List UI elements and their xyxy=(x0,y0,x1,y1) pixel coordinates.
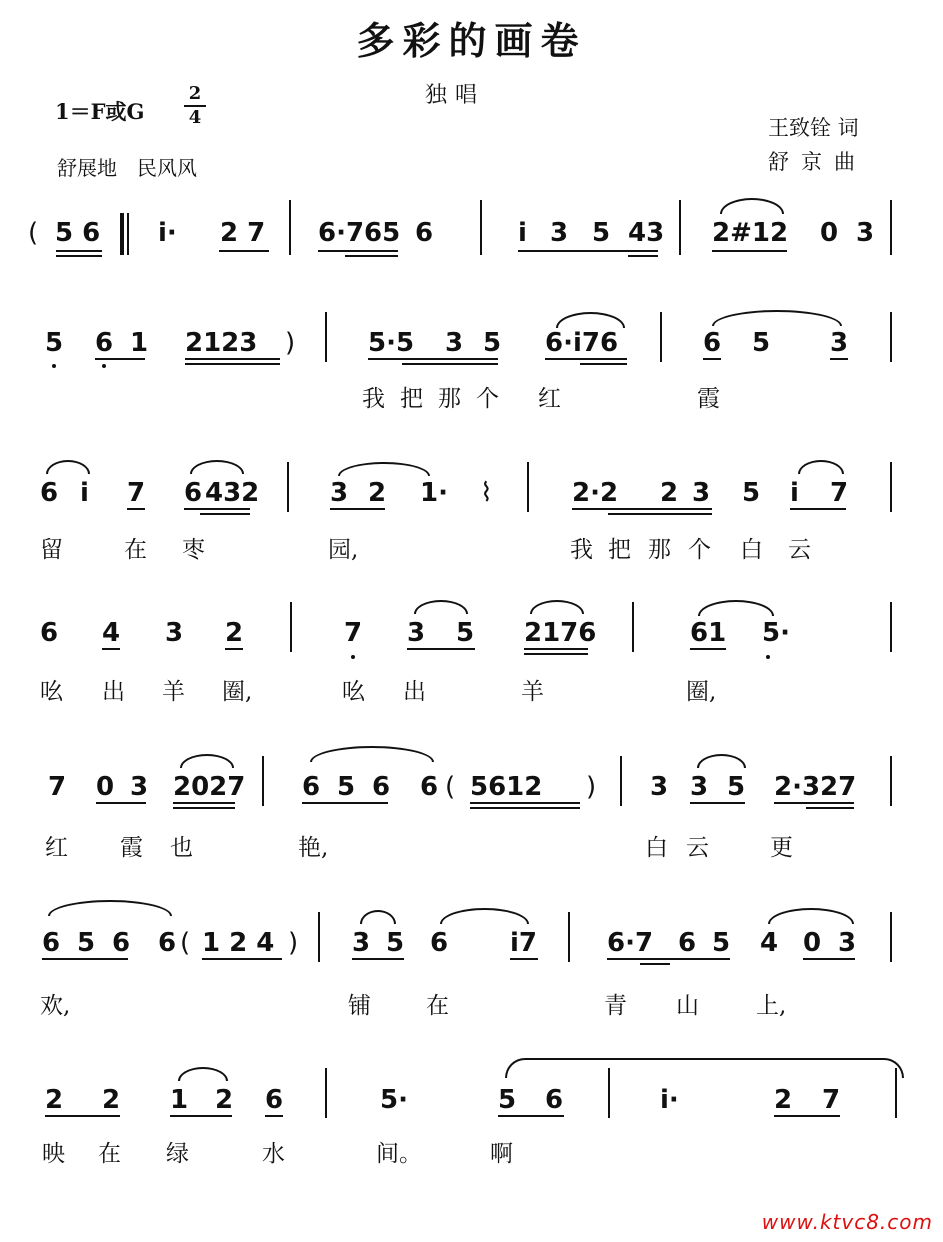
note: 6 xyxy=(703,328,722,358)
note: 3 xyxy=(550,218,569,248)
note: 2 xyxy=(660,478,679,508)
note: 5 xyxy=(337,772,356,802)
note: 1 xyxy=(130,328,149,358)
lyric: 红 xyxy=(538,386,561,412)
note: 5612 xyxy=(470,772,543,802)
lyric: 青 xyxy=(604,993,627,1019)
note: i· xyxy=(660,1085,679,1115)
lyric: 出 xyxy=(403,679,426,705)
note: 7 xyxy=(344,618,363,648)
note: 6 xyxy=(112,928,131,958)
lyric: 绿 xyxy=(166,1141,189,1167)
note: 3 xyxy=(445,328,464,358)
note: 5 xyxy=(498,1085,517,1115)
lyric: 在 xyxy=(124,537,147,563)
composer-credit: 舒京曲 xyxy=(768,150,867,174)
note: 7 xyxy=(48,772,67,802)
note: 6·i76 xyxy=(545,328,619,358)
note: 6 xyxy=(372,772,391,802)
note: 6·765 xyxy=(318,218,401,248)
note: 5 xyxy=(77,928,96,958)
note: 3 xyxy=(692,478,711,508)
note: 61 xyxy=(690,618,727,648)
note: 3 xyxy=(165,618,184,648)
note: 6 xyxy=(184,478,203,508)
note: 6 xyxy=(158,928,177,958)
note: 2·2 xyxy=(572,478,619,508)
lyric: 红 xyxy=(45,835,68,861)
note: 5 xyxy=(483,328,502,358)
note: 6 xyxy=(678,928,697,958)
note: 6 xyxy=(265,1085,284,1115)
note: 2·327 xyxy=(774,772,857,802)
note: 5 xyxy=(712,928,731,958)
note: 6 xyxy=(302,772,321,802)
note: 5 xyxy=(727,772,746,802)
note: 5· xyxy=(762,618,790,648)
lyric: 间。 xyxy=(376,1141,422,1167)
lyric: 霞 xyxy=(120,835,143,861)
note: 432 xyxy=(205,478,260,508)
note: 3 xyxy=(330,478,349,508)
note: 0 xyxy=(803,928,822,958)
lyric: 把 xyxy=(608,537,631,563)
note: 3 xyxy=(690,772,709,802)
lyric: 我 xyxy=(570,537,593,563)
song-title: 多彩的画卷 xyxy=(356,18,587,63)
time-signature-bottom: 4 xyxy=(188,107,202,128)
lyric: 白 xyxy=(740,537,763,563)
lyric: 映 xyxy=(42,1141,65,1167)
lyric: 那 xyxy=(438,386,461,412)
watermark: www.ktvc8.com xyxy=(761,1210,933,1234)
repeat-barline xyxy=(120,213,124,255)
note: 5 xyxy=(456,618,475,648)
lyric: 水 xyxy=(262,1141,285,1167)
note: 5 xyxy=(45,328,64,358)
lyric: 欢, xyxy=(40,993,71,1019)
time-signature-top: 2 xyxy=(188,83,202,104)
note: i· xyxy=(158,218,177,248)
note: 2 xyxy=(102,1085,121,1115)
lyric: 吆 xyxy=(342,679,365,705)
note: 2 7 xyxy=(220,218,266,248)
note: 6·7 xyxy=(607,928,654,958)
lyric: 个 xyxy=(476,386,499,412)
lyric: 我 xyxy=(362,386,385,412)
lyric: 在 xyxy=(98,1141,121,1167)
note: 2123 xyxy=(185,328,258,358)
note: 6 xyxy=(430,928,449,958)
note: 6 xyxy=(40,478,59,508)
note: 3 xyxy=(830,328,849,358)
note: 2 xyxy=(225,618,244,648)
note: 2176 xyxy=(524,618,597,648)
lyric: 云 xyxy=(788,537,811,563)
note: 1 2 4 xyxy=(202,928,275,958)
lyric: 羊 xyxy=(162,679,185,705)
note: 3 xyxy=(407,618,426,648)
note: 4 xyxy=(102,618,121,648)
note: 0 xyxy=(820,218,839,248)
lyric: 山 xyxy=(676,993,699,1019)
lyric: 圈, xyxy=(686,679,717,705)
note: 6 xyxy=(420,772,439,802)
note: 2 xyxy=(215,1085,234,1115)
lyric: 上, xyxy=(756,993,787,1019)
lyric: 铺 xyxy=(348,993,371,1019)
note: 5·5 xyxy=(368,328,415,358)
note: 2 xyxy=(774,1085,793,1115)
note: 6 xyxy=(95,328,114,358)
note: 6 xyxy=(545,1085,564,1115)
note: 3 xyxy=(352,928,371,958)
note: 5· xyxy=(380,1085,408,1115)
lyric: 出 xyxy=(102,679,125,705)
lyric: 艳, xyxy=(298,835,329,861)
note: i7 xyxy=(510,928,538,958)
note: 2 xyxy=(368,478,387,508)
lyric: 吆 xyxy=(40,679,63,705)
lyric: 云 xyxy=(686,835,709,861)
lyric: 羊 xyxy=(521,679,544,705)
note: 4 xyxy=(760,928,779,958)
note: 3 xyxy=(650,772,669,802)
note: i xyxy=(790,478,799,508)
lyric: 枣 xyxy=(182,537,205,563)
performance-type: 独唱 xyxy=(425,83,486,108)
lyric: 把 xyxy=(400,386,423,412)
open-paren: ( xyxy=(28,218,39,248)
note: 3 xyxy=(838,928,857,958)
note: 2#1 xyxy=(712,218,770,248)
note: 7 xyxy=(127,478,146,508)
note: 5 xyxy=(592,218,611,248)
lyricist-credit: 王致铨 词 xyxy=(768,116,859,140)
note: i xyxy=(518,218,527,248)
note: 7 xyxy=(830,478,849,508)
time-signature xyxy=(184,84,206,128)
note: 5 xyxy=(386,928,405,958)
tempo-marking: 舒展地 民风风 xyxy=(57,156,197,180)
lyric: 更 xyxy=(770,835,793,861)
note: 3 xyxy=(130,772,149,802)
lyric: 圈, xyxy=(222,679,253,705)
lyric: 白 xyxy=(645,835,668,861)
note: 43 xyxy=(628,218,665,248)
lyric: 个 xyxy=(688,537,711,563)
note: 6 xyxy=(42,928,61,958)
note: i xyxy=(80,478,89,508)
lyric: 啊 xyxy=(490,1141,513,1167)
lyric: 留 xyxy=(40,537,63,563)
note: 0 xyxy=(96,772,115,802)
note: 2027 xyxy=(173,772,246,802)
note: 7 xyxy=(822,1085,841,1115)
note: 2 xyxy=(770,218,789,248)
lyric: 霞 xyxy=(697,386,720,412)
note: 2 xyxy=(45,1085,64,1115)
lyric: 也 xyxy=(170,835,193,861)
note: 6 xyxy=(40,618,59,648)
key-signature: 1＝F或G xyxy=(55,99,145,124)
note: 1 xyxy=(170,1085,189,1115)
note: 5 6 xyxy=(55,218,101,248)
note: 5 xyxy=(752,328,771,358)
note: 6 xyxy=(415,218,434,248)
note: 3 xyxy=(856,218,875,248)
note: 5 xyxy=(742,478,761,508)
lyric: 那 xyxy=(648,537,671,563)
lyric: 在 xyxy=(426,993,449,1019)
note: 1· xyxy=(420,478,448,508)
lyric: 园, xyxy=(328,537,359,563)
